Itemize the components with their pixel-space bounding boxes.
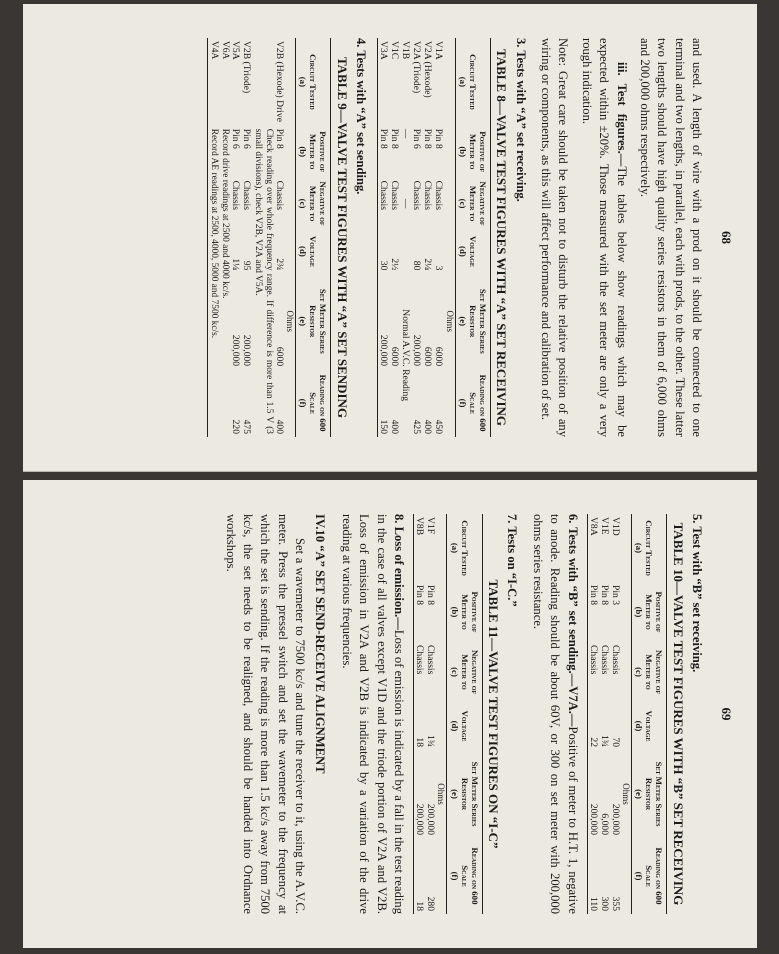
table-row: V5A Pin 6 Chassis 1¼ 200,000 220 (230, 41, 242, 434)
test-figures-text: The tables below show readings which may be expected within ±20%. Those measured with the set meter are only a very rough indication. (579, 38, 629, 438)
table-header-row (447, 514, 482, 914)
section-7-heading: 7. Tests on “I-C.” (505, 514, 520, 607)
col-b-header: Positive of Meter to (b) (296, 126, 331, 178)
units-row: Ohms (621, 783, 632, 805)
units-row: Ohms (436, 783, 447, 805)
table-row: V8A Pin 8 Chassis 22 200,000 110 (587, 514, 599, 914)
col-a-header: Circuit Tested (a) (455, 38, 490, 126)
intro-paragraph: and used. A length of wire with a prod on it should be connected to one terminal and two lengths, in parallel, each with prods, to the other. These latter two lengths should have high quality series resistors in them of 6,000 ohms and 200,000 ohms respectively. (637, 38, 705, 437)
table-9 (207, 38, 331, 437)
section-6-paragraph (528, 514, 580, 914)
table-row: V1C Pin 8 Chassis 2½ 6000 400 (389, 41, 401, 434)
units-row: Ohms (444, 310, 455, 332)
col-e-header: Set Meter Series Resistor (e) (447, 750, 482, 838)
section-6-text: Positive of meter to H.T. 1, negative to anode. Reading should be about 60V, or 300 on set meter with 200,000 ohms series resistance. (530, 514, 580, 915)
section-iv10-paragraph: Set a wavemeter to 7500 kc/s and tune the receiver to it, using the A.V.C. meter. Press the pressel switch and set the wavemeter to the frequency at which the set is sending. If the reading is more than 1.5 kc/s away from 7500 kc/s, the set needs to be realigned, and should be handed into Ordnance workshops. (223, 514, 308, 914)
table-row: V2B (Hexode) Drive Pin 8 Chassis 2¾ 6000 400 (273, 41, 285, 434)
section-4-heading: 4. Tests with “A” set sending. (354, 38, 369, 195)
col-f-header: Reading on 600 Scale (f) (296, 369, 331, 437)
test-figures-paragraph (577, 38, 629, 437)
col-b-header: Positive of Meter to (b) (455, 126, 490, 178)
table-10 (587, 514, 668, 914)
section-3-heading: 3. Tests with “A” set receiving. (513, 38, 528, 202)
section-8-paragraph (338, 514, 408, 914)
table-note-row: Check reading over whole frequency range. If difference is more than 1.5 V (3 small divisions), check V2B, V2A and V5A. (252, 128, 274, 434)
table-row: V1F Pin 8 Chassis 1¾ 200,000 280 (425, 517, 437, 911)
table-header-row (296, 38, 331, 437)
col-d-header: Voltage (d) (455, 229, 490, 273)
col-b-header: Positive of Meter to (b) (632, 582, 667, 642)
col-d-header: Voltage (d) (632, 702, 667, 750)
table-10-caption: TABLE 10—VALVE TEST FIGURES WITH “B” SET RECEIVING (670, 522, 686, 906)
col-c-header: Negative of Meter to (c) (455, 178, 490, 230)
table-11-caption: TABLE 11—VALVE TEST FIGURES ON “I-C” (486, 579, 502, 849)
table-row: V1B — — Normal A.V.C. Reading (400, 41, 412, 402)
table-note-row: V6A Record drive readings at 2500 and 4000 kc/s. (220, 41, 231, 299)
section-8-heading: 8. Loss of emission.— (392, 514, 407, 630)
table-row: V1E Pin 8 Chassis 1¾ 6,000 300 (598, 517, 610, 911)
table-row: V2A (Hexode) Pin 8 Chassis 2¼ 6000 400 (422, 41, 434, 434)
col-f-header: Reading on 600 Scale (f) (455, 369, 490, 437)
table-row: V1A Pin 8 Chassis 3 6000 450 (433, 41, 445, 434)
table-row: V1D Pin 3 Chassis 70 200,000 355 (609, 517, 621, 911)
section-iv10-heading: IV.10 “A” SET SEND-RECEIVE ALIGNMENT (312, 514, 327, 774)
table-8-caption: TABLE 8—VALVE TEST FIGURES WITH “A” SET RECEIVING (494, 48, 510, 426)
table-row: V2A (Triode) Pin 6 Chassis 80 200,000 425 (411, 41, 423, 434)
test-figures-heading: iii. Test figures.— (614, 62, 629, 167)
col-c-header: Negative of Meter to (c) (296, 178, 331, 230)
col-b-header: Positive of Meter to (b) (447, 582, 482, 642)
section-6-heading: 6. Tests with “B” set sending.—V7A.— (565, 514, 580, 727)
table-header-row (632, 514, 667, 914)
page-68 (23, 4, 757, 472)
col-e-header: Set Meter Series Resistor (e) (296, 273, 331, 369)
table-11 (413, 514, 483, 914)
table-row: V3A Pin 8 Chassis 30 200,000 150 (378, 38, 390, 437)
col-f-header: Reading on 600 Scale (f) (632, 838, 667, 914)
table-row: V2B (Triode) Pin 6 Chassis 95 200,000 475 (241, 41, 253, 434)
col-a-header: Circuit Tested (a) (632, 514, 667, 582)
units-row: Ohms (285, 310, 296, 332)
table-row: V8B Pin 8 Chassis 18 200,000 18 (414, 514, 426, 914)
col-c-header: Negative of Meter to (c) (447, 642, 482, 702)
col-a-header: Circuit Tested (a) (447, 514, 482, 582)
note-paragraph: Note: Great care should be taken not to disturb the relative position of any wiring or components, as this will affect performance and calibration of set. (539, 38, 571, 437)
col-f-header: Reading on 600 Scale (f) (447, 838, 482, 914)
page-number: 68 (719, 231, 734, 244)
table-9-caption: TABLE 9—VALVE TEST FIGURES WITH “A” SET SENDING (334, 56, 350, 419)
table-8 (377, 38, 491, 437)
page-69 (23, 480, 757, 948)
col-d-header: Voltage (d) (296, 229, 331, 273)
col-a-header: Circuit Tested (a) (296, 38, 331, 126)
col-e-header: Set Meter Series Resistor (e) (632, 750, 667, 838)
section-5-heading: 5. Test with “B” set receiving. (690, 514, 705, 673)
col-c-header: Negative of Meter to (c) (632, 642, 667, 702)
section-8-text: Loss of emission is indicated by a fall in the test reading in the case of all valves except V1D and the triode portion of V2A and V2B. Loss of emission in V2A and V2B is indicated by a variation of the drive reading at various frequencies. (339, 514, 407, 914)
col-d-header: Voltage (d) (447, 702, 482, 750)
col-e-header: Set Meter Series Resistor (e) (455, 273, 490, 369)
table-note-row: V4A Record AE readings at 2500, 4000, 5000 and 7500 kc/s. (208, 38, 219, 437)
page-number: 69 (719, 707, 734, 721)
table-header-row (455, 38, 490, 437)
